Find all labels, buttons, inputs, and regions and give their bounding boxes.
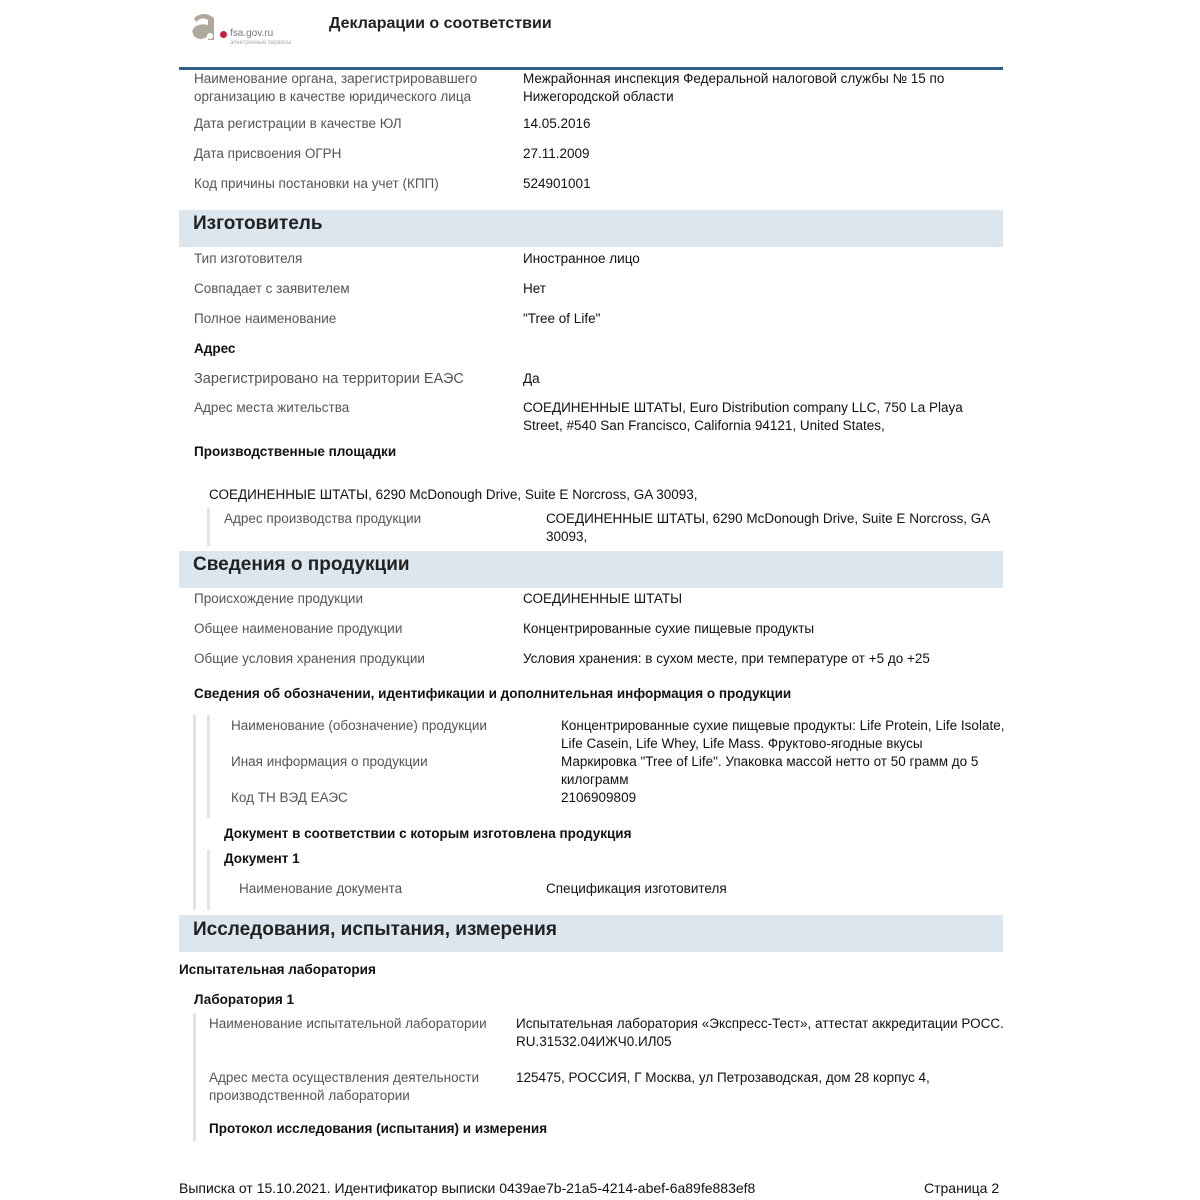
field-value: Маркировка "Tree of Life". Упаковка массой нетто от 50 грамм до 5 килограмм (561, 754, 979, 787)
field-value: "Tree of Life" (523, 311, 601, 326)
section-product: Сведения о продукции (179, 551, 1003, 588)
field-value: СОЕДИНЕННЫЕ ШТАТЫ, 6290 McDonough Drive, Suite E Norcross, GA 30093, (546, 511, 990, 544)
field-value: СОЕДИНЕННЫЕ ШТАТЫ (523, 591, 683, 606)
lab-title: Лаборатория 1 (194, 992, 295, 1007)
field-label: Наименование (обозначение) продукции (231, 718, 487, 733)
field-label: Адрес производства продукции (224, 511, 422, 526)
field-value: Да (523, 371, 540, 386)
field-label: Дата присвоения ОГРН (194, 146, 342, 161)
section-manufacturer: Изготовитель (179, 210, 1003, 247)
field-label: Наименование испытательной лаборатории (209, 1016, 487, 1031)
indent-bar (193, 1013, 196, 1141)
subheading-identification: Сведения об обозначении, идентификации и дополнительная информация о продукции (194, 686, 792, 701)
indent-bar (207, 508, 210, 546)
field-label: Код ТН ВЭД ЕАЭС (231, 790, 348, 805)
field-label: Общие условия хранения продукции (194, 651, 425, 666)
field-value: СОЕДИНЕННЫЕ ШТАТЫ, Euro Distribution company LLC, 750 La Playa Street, #540 San Francisco, California 94121, United States, (523, 400, 963, 433)
field-value: Межрайонная инспекция Федеральной налоговой службы № 15 по Нижегородской области (523, 71, 945, 104)
field-value: 125475, РОССИЯ, Г Москва, ул Петрозаводская, дом 28 корпус 4, (516, 1070, 930, 1085)
subheading-document: Документ в соответствии с которым изготовлена продукция (224, 826, 632, 841)
field-label: Полное наименование (194, 311, 337, 326)
indent-bar (207, 715, 210, 818)
field-value: Условия хранения: в сухом месте, при температуре от +5 до +25 (523, 651, 930, 666)
logo-dot-icon (220, 31, 227, 38)
subheading-address: Адрес (194, 341, 236, 356)
subheading-lab: Испытательная лаборатория (179, 962, 376, 977)
field-label: Адрес места жительства (194, 400, 350, 415)
field-value: Испытательная лаборатория «Экспресс-Тест», аттестат аккредитации РОСС. RU.31532.04ИЖЧ0.ИЛ05 (516, 1016, 1004, 1049)
field-value: Спецификация изготовителя (546, 881, 727, 896)
field-label: Иная информация о продукции (231, 754, 428, 769)
field-value: 524901001 (523, 176, 591, 191)
fsa-logo-icon (190, 12, 230, 44)
field-value: Иностранное лицо (523, 251, 640, 266)
field-label: Код причины постановки на учет (КПП) (194, 176, 439, 191)
logo-text: fsa.gov.ru (230, 28, 274, 39)
page-title: Декларации о соответствии (329, 15, 552, 32)
field-value: 2106909809 (561, 790, 637, 805)
field-value: 27.11.2009 (523, 146, 590, 161)
field-label: Тип изготовителя (194, 251, 303, 266)
indent-bar (207, 850, 210, 910)
field-label: Наименование органа, зарегистрировавшего организацию в качестве юридического лица (194, 71, 478, 104)
footer-page-number: Страница 2 (924, 1180, 1000, 1196)
field-label: Дата регистрации в качестве ЮЛ (194, 116, 402, 131)
field-value: 14.05.2016 (523, 116, 591, 131)
indent-bar (193, 715, 196, 910)
field-value: Концентрированные сухие пищевые продукты (523, 621, 815, 636)
field-value: Нет (523, 281, 546, 296)
field-label: Наименование документа (239, 881, 403, 896)
subheading-protocol: Протокол исследования (испытания) и измерения (209, 1121, 548, 1136)
field-label: Совпадает с заявителем (194, 281, 350, 296)
section-research: Исследования, испытания, измерения (179, 915, 1003, 952)
logo-subtext: электронные сервисы (230, 40, 292, 46)
field-value: Концентрированные сухие пищевые продукты: Life Protein, Life Isolate, Life Casein, Life Whey, Life Mass. Фруктово-ягодные вкусы (561, 718, 1005, 751)
document-title: Документ 1 (224, 851, 300, 866)
subheading-sites: Производственные площадки (194, 444, 397, 459)
site-title: СОЕДИНЕННЫЕ ШТАТЫ, 6290 McDonough Drive, Suite E Norcross, GA 30093, (209, 487, 698, 502)
field-label: Общее наименование продукции (194, 621, 403, 636)
footer-extract-info: Выписка от 15.10.2021. Идентификатор выписки 0439ae7b-21a5-4214-abef-6a89fe883ef8 (179, 1180, 756, 1196)
field-label: Адрес места осуществления деятельности производственной лаборатории (209, 1070, 480, 1103)
field-label: Зарегистрировано на территории ЕАЭС (194, 371, 464, 387)
field-label: Происхождение продукции (194, 591, 364, 606)
